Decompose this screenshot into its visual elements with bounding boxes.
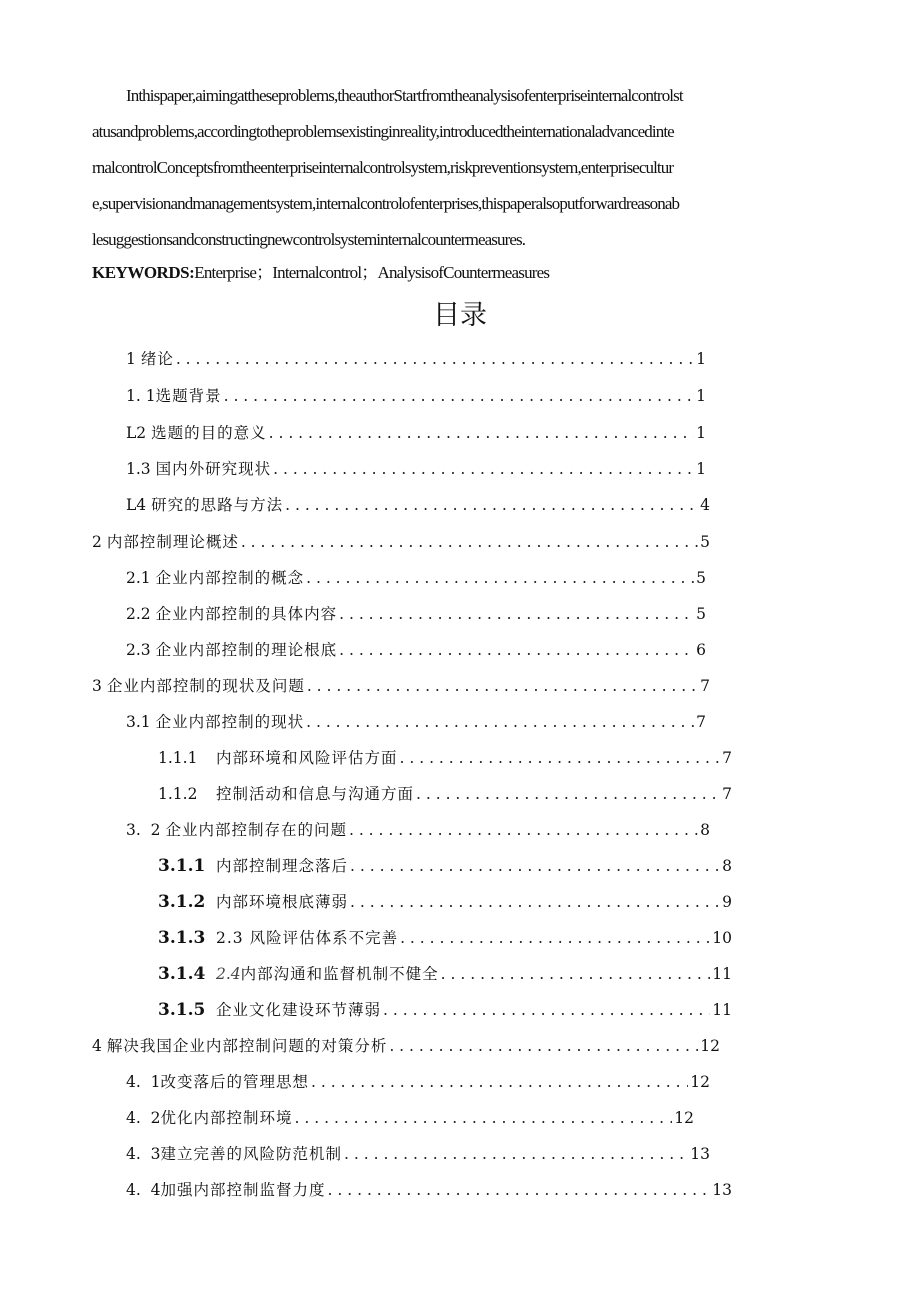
toc-leader-dots	[224, 383, 695, 409]
toc-entry-page: 13	[690, 1145, 710, 1163]
toc-entry-title: 企业内部控制的概念	[155, 569, 305, 587]
toc-entry-page: 1	[696, 460, 706, 478]
toc-entry-number: 4. 1	[126, 1073, 161, 1091]
toc-entry-page: 11	[712, 1001, 732, 1019]
toc-entry-title: 优化内部控制环境	[160, 1109, 293, 1127]
toc-entry-number: 1	[126, 350, 136, 368]
toc-entry[interactable]	[126, 637, 706, 663]
toc-leader-dots	[441, 961, 711, 987]
toc-entry[interactable]	[126, 1177, 732, 1203]
toc-entry-page: 9	[722, 893, 732, 911]
toc-leader-dots	[328, 1177, 711, 1203]
toc-entry-number: 4. 3	[126, 1145, 161, 1163]
toc-entry[interactable]	[158, 781, 732, 807]
keywords-label: KEYWORDS:	[92, 263, 195, 282]
toc-entry-number: 3.1.5	[158, 1000, 206, 1020]
toc-entry-title: 解决我国企业内部控制问题的对策分析	[106, 1037, 388, 1055]
toc-entry[interactable]	[158, 997, 732, 1023]
toc-entry[interactable]	[92, 529, 710, 555]
toc-leader-dots	[339, 601, 694, 627]
toc-entry-number: L2	[126, 424, 147, 442]
toc-entry[interactable]	[126, 456, 706, 482]
toc-entry-prefix: 2.4	[216, 965, 241, 983]
toc-entry-title: 企业内部控制的现状	[155, 713, 305, 731]
toc-entry-page: 10	[712, 929, 732, 947]
toc-entry[interactable]	[158, 745, 732, 771]
toc-entry-page: 7	[700, 677, 710, 695]
toc-leader-dots	[311, 1069, 688, 1095]
toc-entry-page: 5	[700, 533, 710, 551]
toc-entry-title: 绪论	[140, 350, 174, 368]
toc-leader-dots	[400, 925, 710, 951]
toc-entry[interactable]	[92, 1033, 720, 1059]
toc-leader-dots	[306, 565, 694, 591]
toc-entry-title: 改变落后的管理思想	[160, 1073, 310, 1091]
toc-entry-number: 2.1	[126, 569, 151, 587]
toc-leader-dots	[339, 637, 694, 663]
abstract-body	[92, 78, 832, 258]
toc-leader-dots	[383, 997, 710, 1023]
toc-entry-number: 1.1.1	[158, 749, 198, 767]
toc-entry-number: 3.1.1	[158, 856, 206, 876]
toc-entry-number: 3. 2	[126, 821, 161, 839]
toc-entry-number: 2.2	[126, 605, 151, 623]
toc-entry-page: 7	[722, 785, 732, 803]
toc-entry[interactable]	[126, 817, 710, 843]
toc-entry-number: 1.1.2	[158, 785, 198, 803]
toc-entry-title: 研究的思路与方法	[151, 496, 284, 514]
toc-entry[interactable]	[126, 565, 706, 591]
toc-entry-page: 1	[696, 387, 706, 405]
toc-entry-page: 8	[700, 821, 710, 839]
abstract-line: rnalcontrolConceptsfromtheenterpriseinternalcontrolsystem,riskpreventionsystem,enterprisecultur	[92, 158, 674, 177]
toc-entry[interactable]	[126, 492, 710, 518]
toc-leader-dots	[344, 1141, 688, 1167]
toc-entry-page: 1	[696, 350, 706, 368]
toc-entry-page: 1	[696, 424, 706, 442]
abstract-line: Inthispaper,aimingattheseproblems,theauthorStartfromtheanalysisofenterpriseinternalcontrolst	[126, 86, 683, 105]
toc-entry[interactable]	[158, 853, 732, 879]
toc-leader-dots	[273, 456, 694, 482]
toc-entry-title: 选题的目的意义	[151, 424, 267, 442]
toc-entry[interactable]	[158, 889, 732, 915]
toc-leader-dots	[307, 673, 698, 699]
toc-entry-number: 4	[92, 1037, 102, 1055]
toc-entry-page: 6	[696, 641, 706, 659]
toc-entry-number: 3.1	[126, 713, 151, 731]
toc-entry-number: 2.3	[126, 641, 151, 659]
toc-entry-number: 3.1.4	[158, 964, 206, 984]
toc-entry-page: 5	[696, 605, 706, 623]
toc-entry[interactable]	[126, 1105, 694, 1131]
toc-entry-title: 加强内部控制监督力度	[160, 1181, 326, 1199]
toc-entry-number: 3.1.3	[158, 928, 206, 948]
toc-entry[interactable]	[126, 601, 706, 627]
toc-entry-title: 内部环境和风险评估方面	[216, 749, 398, 767]
toc-leader-dots	[349, 817, 698, 843]
toc-entry-title: 企业文化建设环节薄弱	[216, 1001, 382, 1019]
toc-leader-dots	[400, 745, 721, 771]
toc-entry-title: 企业内部控制存在的问题	[165, 821, 347, 839]
toc-entry-title: 2.3 风险评估体系不完善	[216, 929, 399, 947]
toc-entry-title: 企业内部控制的具体内容	[155, 605, 338, 623]
toc-leader-dots	[295, 1105, 673, 1131]
toc-entry-title: 内部环境根底薄弱	[216, 893, 349, 911]
toc-leader-dots	[241, 529, 698, 555]
abstract-line: e,supervisionandmanagementsystem,internalcontrolofenterprises,thispaperalsoputforwardreasonab	[92, 194, 680, 213]
toc-leader-dots	[176, 346, 694, 372]
toc-entry-page: 12	[674, 1109, 694, 1127]
toc-entry-title: 企业内部控制的现状及问题	[106, 677, 305, 695]
toc-entry[interactable]	[126, 709, 706, 735]
toc-entry-title: 建立完善的风险防范机制	[160, 1145, 343, 1163]
toc-entry-title: 内部控制理念落后	[216, 857, 349, 875]
toc-leader-dots	[416, 781, 720, 807]
toc-entry-title: 控制活动和信息与沟通方面	[216, 785, 415, 803]
toc-entry-page: 13	[712, 1181, 732, 1199]
abstract-line: lesuggestionsandconstructingnewcontrolsysteminternalcountermeasures.	[92, 230, 526, 249]
toc-leader-dots	[285, 492, 698, 518]
toc-entry-title: 选题背景	[155, 387, 222, 405]
toc-title: 目录	[433, 300, 487, 331]
toc-entry-page: 12	[690, 1073, 710, 1091]
toc-entry-number: 1. 1	[126, 387, 156, 405]
toc-leader-dots	[350, 853, 720, 879]
keywords-line	[92, 258, 549, 288]
toc-entry-number: 4. 4	[126, 1181, 161, 1199]
toc-entry-page: 7	[722, 749, 732, 767]
toc-entry[interactable]	[126, 1141, 710, 1167]
toc-entry-number: 1.3	[126, 460, 151, 478]
toc-entry-title: 内部沟通和监督机制不健全	[240, 965, 439, 983]
toc-leader-dots	[269, 420, 695, 446]
toc-entry[interactable]	[126, 1069, 710, 1095]
toc-entry-number: 3	[92, 677, 102, 695]
toc-entry-page: 4	[700, 496, 710, 514]
toc-leader-dots	[306, 709, 694, 735]
toc-entry-page: 11	[712, 965, 732, 983]
toc-entry-title: 内部控制理论概述	[106, 533, 239, 551]
toc-entry[interactable]	[92, 673, 710, 699]
toc-entry-title: 企业内部控制的理论根底	[155, 641, 338, 659]
abstract-line: atusandproblems,accordingtotheproblemsexistinginreality,introducedtheinternationaladvancedinte	[92, 122, 674, 141]
toc-entry[interactable]	[126, 346, 706, 372]
toc-entry-page: 12	[700, 1037, 720, 1055]
keywords-text: Enterprise；Internalcontrol；AnalysisofCountermeasures	[194, 263, 550, 282]
toc-entry-page: 5	[696, 569, 706, 587]
toc-entry-number: 3.1.2	[158, 892, 206, 912]
toc-entry-number: L4	[126, 496, 147, 514]
toc-entry-page: 8	[722, 857, 732, 875]
toc-entry-title: 国内外研究现状	[155, 460, 272, 478]
toc-entry-number: 2	[92, 533, 102, 551]
toc-leader-dots	[389, 1033, 698, 1059]
toc-entry[interactable]	[126, 420, 706, 446]
toc-entry[interactable]	[158, 961, 732, 987]
toc-entry-page: 7	[696, 713, 706, 731]
toc-leader-dots	[350, 889, 720, 915]
toc-entry[interactable]	[158, 925, 732, 951]
toc-entry[interactable]	[126, 383, 706, 409]
toc-entry-number: 4. 2	[126, 1109, 161, 1127]
